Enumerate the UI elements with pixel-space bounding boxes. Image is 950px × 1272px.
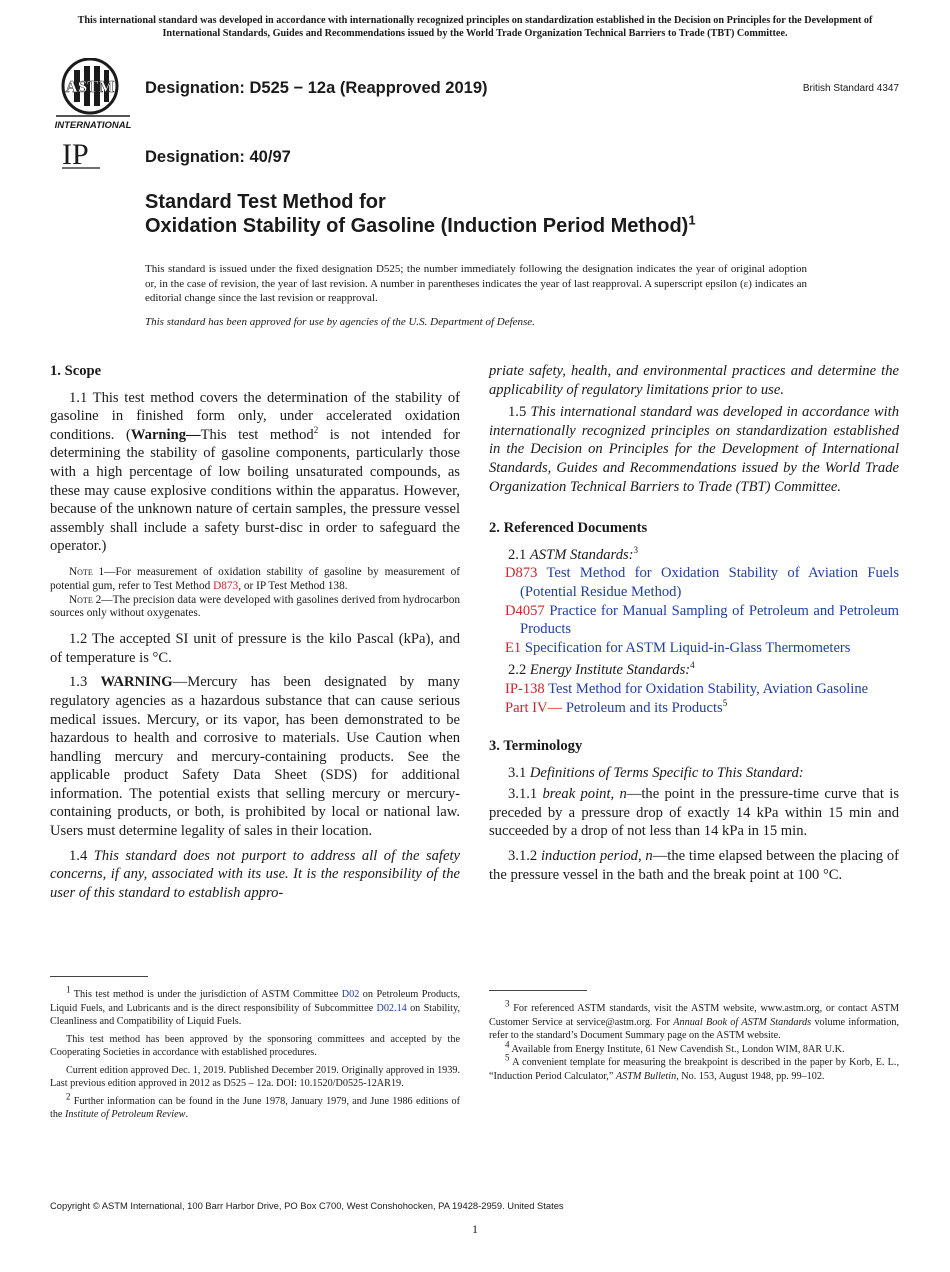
astm-standards-label: 2.1 ASTM Standards:$^3$ [508, 544, 639, 563]
reference-d4057[interactable] [489, 602, 899, 639]
paragraph-1-4-continued: priate safety, health, and environmental practices and determine the applicability of regulatory limitations prior to use. [489, 363, 899, 398]
footnote-5: $^5$ A convenient template for measuring the breakpoint is described in the paper by Korb, E. L., “Induction Period Calculator,” ASTM Bulletin, No. 153, August 1948, pp. 99–102. [489, 1052, 899, 1082]
section-heading-referenced-documents: 2. Referenced Documents [489, 520, 648, 537]
link-d02-14[interactable]: D02.14 [376, 1002, 407, 1014]
footnote-rule-left [50, 976, 148, 977]
paragraph-1-4: 1.4 This standard does not purport to address all of the safety concerns, if any, associated with its use. It is the responsibility of the user of this standard to establish appro- [50, 847, 460, 901]
reference-e1[interactable] [489, 639, 899, 658]
footnote-ref-5: 5 [722, 697, 728, 708]
link-d873-note[interactable]: D873 [213, 579, 239, 592]
title-footnote-ref[interactable]: 1 [688, 212, 696, 228]
astm-international-logo [54, 58, 134, 132]
ref-title: Test Method for Oxidation Stability, Aviation Gasoline [548, 680, 869, 697]
astm-logo-text: ASTM [65, 77, 115, 96]
footnotes-right [489, 998, 899, 1083]
ref-title: Specification for ASTM Liquid-in-Glass Thermometers [524, 639, 851, 656]
ref-title: Test Method for Oxidation Stability of Aviation Fuels (Potential Residue Method) [520, 565, 900, 600]
reference-ip-138[interactable] [489, 680, 899, 699]
issuance-statement: This standard is issued under the fixed designation D525; the number immediately following the designation indicates the year of original adoption or, in the case of revision, the year of last revision. A number in parentheses indicates the year of last reapproval. A superscript epsilon (ε) indicates an editorial change since the last revision or reapproval. [145, 263, 807, 305]
document-title [145, 190, 696, 238]
dod-approval-statement: This standard has been approved for use by agencies of the U.S. Department of Defense. [145, 316, 535, 328]
ip-logo [60, 138, 104, 170]
british-standard: British Standard 4347 [802, 83, 899, 94]
astm-logo-subtext: INTERNATIONAL [54, 120, 132, 131]
copyright-notice: Copyright © ASTM International, 100 Barr Harbor Drive, PO Box C700, West Conshohocken, PA 19428-2959. United States [50, 1200, 564, 1211]
ref-code: D4057 [505, 602, 545, 619]
ref-title: Practice for Manual Sampling of Petroleum and Petroleum Products [520, 602, 899, 638]
ref-code: Part IV— [505, 699, 563, 716]
paragraph-1-3: 1.3 WARNING—Mercury has been designated by many regulatory agencies as a hazardous substance that can cause serious medical issues. Mercury, or its vapor, has been demonstrated to be hazardous to health and corrosive to materials. Use Caution when handling mercury and mercury-containing products. See the applicable product Safety Data Sheet (SDS) for additional information. The potential exists that selling mercury or mercury-containing products, or both, is prohibited by local or national law. Users must determine legality of sales in their location. [50, 674, 460, 840]
footnote-rule-right [489, 990, 587, 991]
designation-ip: Designation: 40/97 [145, 148, 291, 166]
paragraph-3-1-2: 3.1.2 induction period, n—the time elapsed between the placing of the pressure vessel in the bath and the break point at 100 °C. [489, 848, 899, 883]
right-column [489, 362, 899, 884]
link-d02[interactable]: D02 [341, 989, 360, 1000]
page-number: 1 [472, 1222, 478, 1236]
ref-code: IP-138 [505, 680, 545, 697]
paragraph-1-5: 1.5 This international standard was developed in accordance with internationally recognized principles on standardization established in the Decision on Principles for the Development of International Standards, Guides and Recommendations issued by the World Trade Organization Technical Barriers to Trade (TBT) Committee. [489, 404, 900, 495]
footnote-ref-4[interactable]: 4 [690, 660, 695, 671]
ref-code: E1 [505, 639, 522, 656]
footnote-ref-3[interactable]: 3 [633, 544, 639, 555]
paragraph-1-2: 1.2 The accepted SI unit of pressure is the kilo Pascal (kPa), and of temperature is °C. [50, 631, 460, 666]
designation-primary: Designation: D525 − 12a (Reapproved 2019) [145, 79, 488, 97]
section-heading-scope: 1. Scope [50, 363, 102, 379]
note-2: Note 2—The precision data were developed with gasolines derived from hydrocarbon sources only without oxygenates. [50, 593, 460, 620]
footnote-ref-2[interactable]: 2 [313, 424, 319, 435]
title-line-1: Standard Test Method for [145, 191, 386, 213]
note-1: Note 1—For measurement of oxidation stability of gasoline by measurement of potential gum, refer to Test Method D873, or IP Test Method 138. [50, 565, 460, 592]
footnote-3: $^3$ For referenced ASTM standards, visit the ASTM website, www.astm.org, or contact ASTM Customer Service at service@astm.org. For Annual Book of ASTM Standards volume information, refer to the standard’s Document Summary page on the ASTM website. [489, 998, 899, 1041]
footnote-4: $^4$ Available from Energy Institute, 61 New Cavendish St., London WIM, 8AR U.K. [505, 1039, 845, 1055]
reference-d873[interactable] [489, 564, 899, 601]
footnote-1: $^1$ This test method is under the jurisdiction of ASTM Committee D02 on Petroleum Products, Liquid Fuels, and Lubricants and is the direct responsibility of Subcommittee D02.14 on Stability, Cleanliness and Compatibility of Liquid Fuels. [50, 984, 460, 1027]
footnotes-left [50, 984, 460, 1122]
top-notice: This international standard was developed in accordance with internationally recognized principles on standardization established in the Decision on Principles for the Development of International Standards, Guides and Recommendations issued by the World Trade Organization Technical Barriers to Trade (TBT) Committee. [77, 15, 873, 39]
paragraph-1-1: 1.1 This test method covers the determination of the stability of gasoline in finished form only, under accelerated oxidation conditions. (Warning—This test method$^2$ is not intended for determining the stability of gasoline components, particularly those with a high percentage of low boiling unsaturated compounds, as these may cause explosive conditions within the apparatus. However, because of the unknown nature of certain samples, the pressure vessel assembly shall include a safety burst-disc in order to safeguard the operator.) [50, 389, 460, 555]
paragraph-3-1: 3.1 Definitions of Terms Specific to This Standard: [508, 764, 804, 781]
ip-logo-text: IP [62, 138, 89, 170]
reference-part-iv[interactable] [489, 699, 899, 718]
ref-code: D873 [505, 565, 538, 582]
paragraph-3-1-1: 3.1.1 break point, n—the point in the pressure-time curve that is preceded by a pressure drop of exactly 14 kPa within 15 min and succeeded by a drop of not less than 14 kPa in 15 min. [489, 786, 899, 840]
section-heading-terminology: 3. Terminology [489, 738, 583, 755]
footnote-1-approval: This test method has been approved by the sponsoring committees and accepted by the Cooperating Societies in accordance with established procedures. [50, 1033, 460, 1058]
footnote-1-edition: Current edition approved Dec. 1, 2019. Published December 2019. Originally approved in 1939. Last previous edition approved in 2012 as D525 – 12a. DOI: 10.1520/D0525-12AR19. [50, 1064, 460, 1089]
energy-institute-label: 2.2 Energy Institute Standards:$^4$ [508, 660, 695, 679]
footnote-2: $^2$ Further information can be found in the June 1978, January 1979, and June 1986 editions of the Institute of Petroleum Review. [50, 1091, 460, 1120]
left-column [50, 362, 460, 902]
ref-title: Petroleum and its Products [565, 699, 723, 716]
title-line-2: Oxidation Stability of Gasoline (Induction Period Method) [145, 215, 689, 237]
